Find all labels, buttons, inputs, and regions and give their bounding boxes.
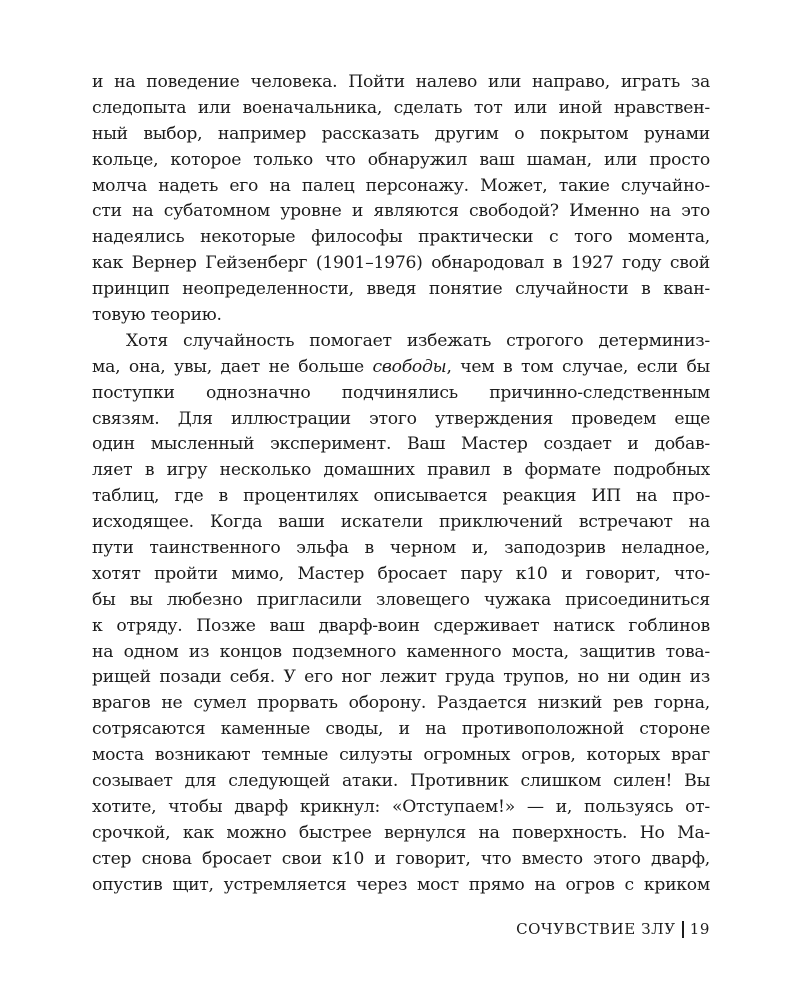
text-line: как Вернер Гейзенберг (1901–1976) обнародовал в 1927 году свой [92, 253, 710, 274]
text-line: молча надеть его на палец персонажу. Может, такие случайно- [92, 175, 710, 196]
text-line: сти на субатомном уровне и являются свободой? Именно на это [92, 201, 710, 222]
text-line: рищей позади себя. У его ног лежит груда трупов, но ни один из [92, 667, 710, 688]
text-line: к отряду. Позже ваш дварф-воин сдерживает натиск гоблинов [92, 615, 710, 636]
text-line: исходящее. Когда ваши искатели приключений встречают на [92, 512, 710, 533]
paragraph-2 [92, 329, 710, 899]
page-body [92, 70, 710, 899]
text-line: ляет в игру несколько домашних правил в формате подробных [92, 460, 710, 481]
text-line: и на поведение человека. Пойти налево или направо, играть за [92, 72, 710, 92]
text-line: бы вы любезно пригласили зловещего чужака присоединиться [92, 589, 710, 610]
paragraph-1 [92, 70, 710, 329]
text-segment: , чем в том случае, если бы [446, 356, 710, 377]
text-line [92, 355, 710, 381]
text-line: на одном из концов подземного каменного моста, защитив това- [92, 641, 710, 662]
text-line: связям. Для иллюстрации этого утверждения проведем еще [92, 408, 710, 429]
text-line: таблиц, где в процентилях описывается реакция ИП на про- [92, 486, 710, 507]
running-footer [516, 918, 710, 940]
emphasis-word: свободы [372, 356, 447, 377]
text-line: один мысленный эксперимент. Ваш Мастер создает и добав- [92, 434, 710, 455]
text-line: сотрясаются каменные своды, и на противоположной стороне [92, 719, 710, 740]
footer-divider [682, 921, 684, 938]
text-line: принцип неопределенности, введя понятие случайности в кван- [92, 279, 710, 300]
text-line: срочкой, как можно быстрее вернулся на поверхность. Но Ма- [92, 822, 710, 843]
text-line: товую теорию. [92, 305, 222, 326]
text-line: хотят пройти мимо, Мастер бросает пару к10 и говорит, что- [92, 563, 710, 584]
text-line: пути таинственного эльфа в черном и, заподозрив неладное, [92, 538, 710, 559]
text-line: надеялись некоторые философы практически с того момента, [92, 227, 710, 248]
text-segment: ма, она, увы, дает не больше [92, 356, 373, 377]
running-title: СОЧУВСТВИЕ ЗЛУ [516, 920, 676, 938]
text-line: врагов не сумел прорвать оборону. Раздается низкий рев горна, [92, 693, 710, 714]
text-line: Хотя случайность помогает избежать строгого детерминиз- [126, 330, 710, 351]
text-line: следопыта или военачальника, сделать тот или иной нравствен- [92, 97, 710, 118]
text-line: хотите, чтобы дварф крикнул: «Отступаем!» — и, пользуясь от- [92, 796, 710, 817]
text-line: опустив щит, устремляется через мост прямо на огров с криком [92, 874, 710, 895]
text-line: поступки однозначно подчинялись причинно-следственным [92, 382, 710, 403]
text-line: созывает для следующей атаки. Противник слишком силен! Вы [92, 771, 710, 792]
text-line: стер снова бросает свои к10 и говорит, что вместо этого дварф, [92, 848, 710, 869]
text-line: ный выбор, например рассказать другим о покрытом рунами [92, 123, 710, 144]
page-number: 19 [689, 920, 710, 938]
text-line: моста возникают темные силуэты огромных огров, которых враг [92, 745, 710, 766]
text-line: кольце, которое только что обнаружил ваш шаман, или просто [92, 149, 710, 170]
